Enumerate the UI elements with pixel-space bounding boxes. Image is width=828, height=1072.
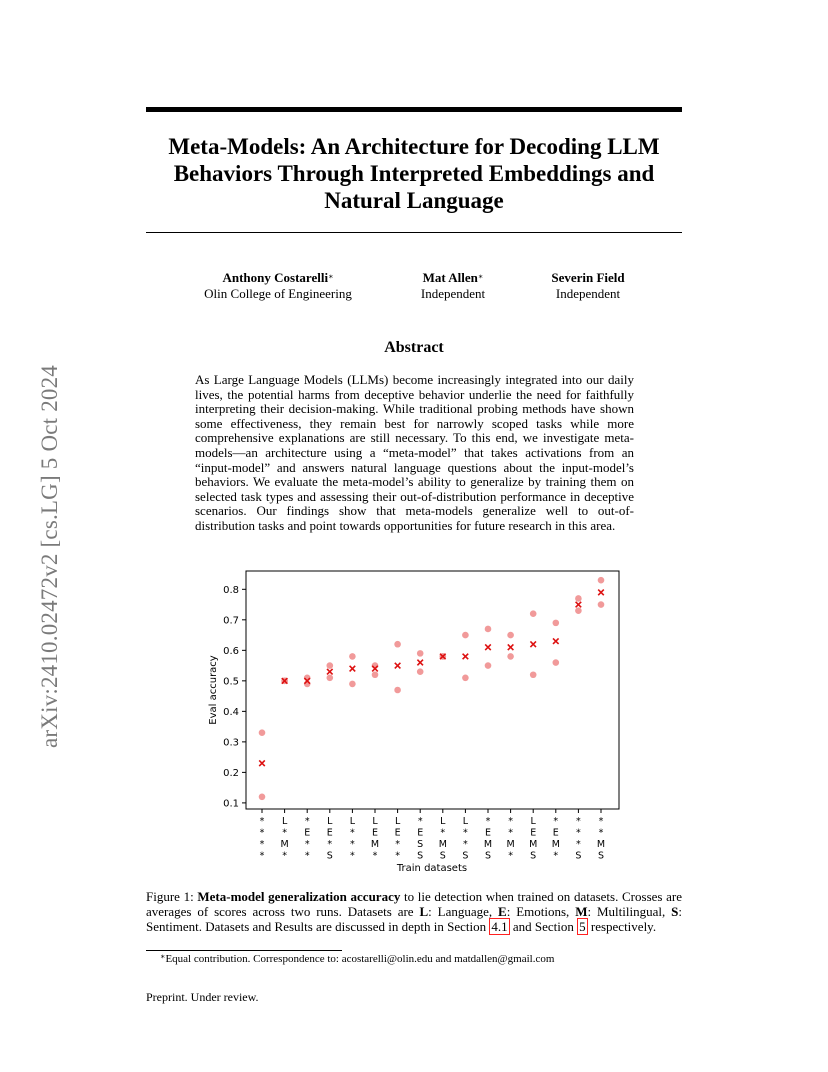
x-tick-label: S (417, 839, 424, 850)
x-tick-label: S (417, 850, 424, 862)
run-score-point (462, 632, 469, 639)
x-tick-label: E (484, 827, 492, 839)
x-tick-label: * (485, 816, 491, 827)
title-line-1: Meta-Models: An Architecture for Decoding LLM (168, 134, 660, 159)
x-tick-label: * (350, 850, 355, 862)
average-cross-marker (327, 669, 333, 675)
author-name: Anthony Costarelli (222, 270, 329, 285)
run-score-point (530, 610, 537, 617)
x-tick-label: * (576, 816, 581, 827)
y-tick-label: 0.5 (223, 676, 239, 688)
x-tick-label: * (598, 816, 604, 827)
x-tick-label: E (394, 827, 401, 839)
x-tick-label: * (282, 850, 287, 862)
x-tick-label: * (327, 839, 333, 850)
title-line-3: Natural Language (324, 188, 504, 213)
author-name: Severin Field (551, 270, 625, 285)
arxiv-identifier: arXiv:2410.02472v2 [cs.LG] 5 Oct 2024 (37, 364, 62, 748)
y-tick-label: 0.4 (223, 706, 239, 718)
x-tick-label: L (394, 816, 401, 827)
x-tick-label: * (282, 827, 287, 839)
run-score-point (575, 595, 582, 602)
title-top-rule (146, 107, 682, 112)
run-score-point (507, 632, 514, 639)
run-score-point (349, 653, 356, 660)
x-tick-label: L (327, 816, 333, 827)
caption-key-s: S (671, 904, 679, 920)
x-tick-label: * (576, 839, 581, 850)
x-tick-label: S (439, 850, 446, 862)
x-tick-label: * (553, 816, 559, 827)
x-tick-label: * (350, 827, 355, 839)
run-score-point (259, 729, 266, 736)
average-cross-marker (485, 644, 491, 650)
x-tick-label: * (598, 827, 604, 839)
run-score-point (485, 662, 492, 669)
x-tick-label: * (508, 816, 513, 827)
run-score-point (327, 662, 334, 669)
footnote (160, 953, 554, 965)
x-tick-label: L (530, 816, 536, 827)
x-tick-label: M (370, 839, 380, 850)
run-score-point (575, 607, 582, 614)
x-tick-label: * (350, 839, 355, 850)
footnote-mark: ∗ (160, 952, 166, 961)
y-tick-label: 0.3 (223, 737, 239, 749)
run-score-point (349, 681, 356, 688)
run-score-point (598, 577, 605, 584)
x-tick-label: * (395, 839, 400, 850)
x-tick-label: S (530, 850, 537, 862)
x-tick-label: * (259, 816, 265, 827)
average-cross-marker (598, 590, 604, 596)
x-tick-label: * (372, 850, 378, 862)
paper-title (146, 133, 682, 214)
x-tick-label: * (259, 850, 265, 862)
caption-text: : Emotions, (506, 904, 576, 920)
author-3 (528, 270, 648, 302)
caption-text: : Sentiment. Datasets and Results are discussed in depth in Section (146, 904, 682, 935)
author-2 (393, 270, 513, 302)
x-tick-label: * (304, 839, 310, 850)
run-score-point (394, 641, 401, 648)
x-tick-label: M (506, 839, 515, 850)
x-tick-label: * (259, 827, 265, 839)
x-tick-label: * (463, 827, 468, 839)
average-cross-marker (350, 666, 356, 672)
x-tick-label: S (575, 850, 582, 862)
caption-key-l: L (419, 904, 429, 920)
figure-caption (146, 889, 682, 935)
section-link-5[interactable]: 5 (579, 919, 586, 935)
caption-bold: Meta-model generalization accuracy (197, 889, 401, 904)
footnote-text: Equal contribution. Correspondence to: acostarelli@olin.edu and matdallen@gmail.com (165, 953, 555, 965)
caption-lead: Figure 1: (146, 889, 198, 904)
run-score-point (259, 793, 266, 800)
author-affiliation: Independent (420, 286, 486, 301)
x-tick-label: * (304, 850, 310, 862)
average-cross-marker (553, 638, 559, 644)
x-tick-label: L (349, 816, 356, 827)
run-score-point (598, 601, 605, 608)
run-score-point (553, 620, 560, 627)
average-cross-marker (508, 644, 514, 650)
x-tick-label: * (508, 827, 513, 839)
run-score-point (553, 659, 560, 666)
x-tick-label: L (281, 816, 288, 827)
average-cross-marker (463, 654, 469, 660)
x-tick-label: * (463, 839, 468, 850)
author-1 (180, 270, 376, 302)
average-cross-marker (259, 760, 265, 766)
x-tick-label: E (371, 827, 379, 839)
y-tick-label: 0.8 (223, 584, 239, 596)
abstract-body: As Large Language Models (LLMs) become increasingly integrated into our daily lives, the potential harms from deceptive behavior underlie the need for faithfully interpreting their decision-making. While traditional probing methods have shown some effectiveness, they remain best for narrowly scoped tasks while more comprehensive explanations are still necessary. To this end, we investigate meta-models—an architecture using a “meta-model” that takes activations from an “input-model” and answers natural language questions about the input-model’s behaviors. We evaluate the meta-model’s ability to generalize by training them on selected task types and assessing their out-of-distribution performance in deceptive scenarios. Our findings show that meta-models generalize well to out-of-distribution tasks and point towards opportunities for future research in this area. (195, 372, 634, 533)
x-tick-label: M (529, 839, 538, 850)
average-cross-marker (395, 663, 401, 669)
equal-contribution-mark: ∗ (477, 272, 484, 281)
generalization-chart (195, 565, 635, 880)
caption-text: respectively. (587, 919, 657, 935)
average-cross-marker (576, 602, 582, 608)
abstract-heading: Abstract (384, 339, 444, 356)
author-affiliation: Olin College of Engineering (204, 286, 352, 301)
x-axis (260, 809, 605, 862)
average-cross-marker (417, 660, 423, 666)
title-line-2: Behaviors Through Interpreted Embeddings and (173, 161, 655, 186)
x-tick-label: * (553, 850, 559, 862)
x-tick-label: M (596, 839, 606, 850)
author-affiliation: Independent (555, 286, 621, 301)
x-tick-label: * (395, 850, 400, 862)
x-tick-label: E (417, 827, 424, 839)
data-points (259, 577, 605, 800)
caption-text: and Section (509, 919, 578, 935)
x-tick-label: * (259, 839, 265, 850)
run-score-point (394, 687, 401, 694)
x-tick-label: * (304, 816, 310, 827)
x-tick-label: E (552, 827, 559, 839)
y-tick-label: 0.7 (223, 615, 239, 627)
run-score-point (417, 650, 424, 657)
x-tick-label: * (417, 816, 423, 827)
x-tick-label: M (551, 839, 560, 850)
run-score-point (530, 671, 537, 678)
x-tick-label: S (326, 850, 333, 862)
caption-key-m: M (575, 904, 588, 920)
author-name: Mat Allen (422, 270, 478, 285)
x-tick-label: S (484, 850, 492, 862)
x-tick-label: L (440, 816, 446, 827)
caption-text: : Multilingual, (587, 904, 672, 920)
footnote-rule (146, 950, 342, 951)
title-bottom-rule (146, 232, 682, 233)
y-tick-label: 0.1 (223, 798, 239, 810)
x-tick-label: S (462, 850, 469, 862)
run-score-point (327, 674, 334, 681)
section-link-4-1[interactable]: 4.1 (491, 919, 508, 935)
equal-contribution-mark: ∗ (328, 272, 334, 281)
x-tick-label: M (483, 839, 493, 850)
x-tick-label: M (438, 839, 447, 850)
y-axis (223, 585, 246, 810)
y-axis-label: Eval accuracy (208, 655, 219, 725)
y-tick-label: 0.2 (223, 767, 239, 779)
x-tick-label: L (462, 816, 469, 827)
average-cross-marker (530, 641, 536, 647)
caption-text: : Language, (428, 904, 499, 920)
run-score-point (417, 668, 424, 675)
plot-frame (246, 571, 619, 809)
run-score-point (507, 653, 514, 660)
x-tick-label: * (576, 827, 581, 839)
x-tick-label: L (372, 816, 378, 827)
run-score-point (462, 674, 469, 681)
caption-key-e: E (498, 904, 507, 920)
x-tick-label: * (440, 827, 446, 839)
x-axis-label: Train datasets (396, 863, 468, 874)
x-tick-label: * (508, 850, 513, 862)
x-tick-label: E (304, 827, 311, 839)
x-tick-label: E (326, 827, 333, 839)
run-score-point (372, 671, 379, 678)
preprint-note: Preprint. Under review. (146, 990, 259, 1004)
x-tick-label: M (280, 839, 289, 850)
caption-text: to lie detection when trained on datasets. Crosses are averages of scores across two runs. Datasets are (146, 889, 682, 920)
run-score-point (485, 626, 492, 633)
x-tick-label: S (597, 850, 605, 862)
y-tick-label: 0.6 (223, 645, 239, 657)
x-tick-label: E (530, 827, 537, 839)
